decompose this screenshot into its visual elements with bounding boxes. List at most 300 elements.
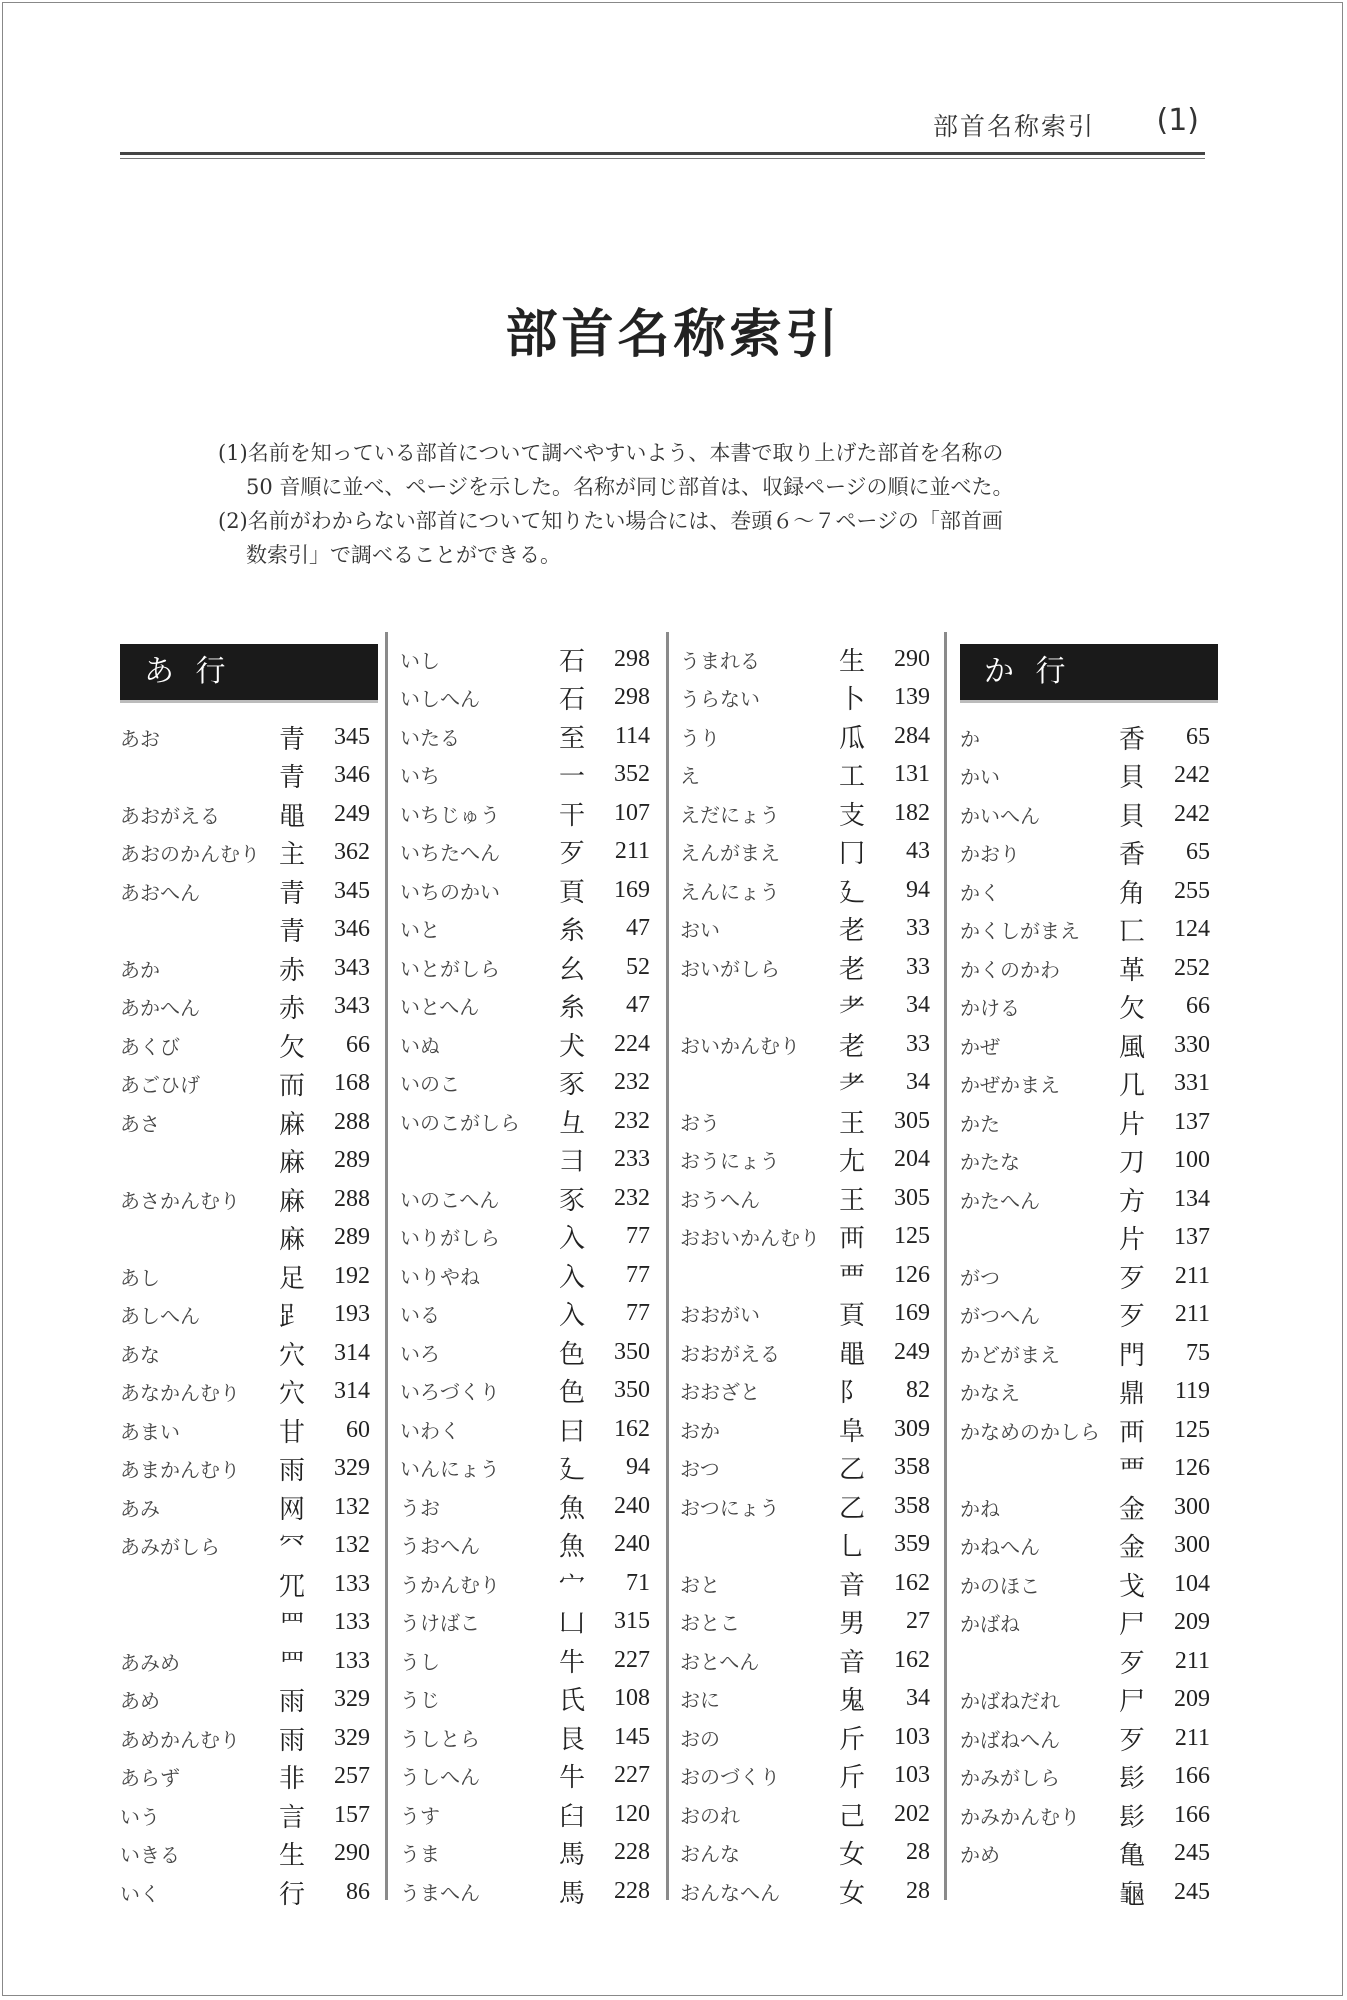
page-ref: 86 (346, 1878, 370, 1905)
page-ref: 108 (614, 1685, 650, 1712)
radical-name: あらず (120, 1766, 180, 1791)
page-ref: 137 (1174, 1108, 1210, 1135)
radical-name: かいへん (960, 803, 1040, 828)
page-ref: 232 (614, 1107, 650, 1134)
radical-name: かのほこ (960, 1573, 1040, 1598)
radical-char: 色 (558, 1378, 585, 1409)
index-entry (680, 1141, 938, 1180)
radical-char: 豕 (558, 1185, 585, 1216)
radical-name: えだにょう (680, 802, 780, 827)
radical-name: かみかんむり (960, 1804, 1080, 1829)
radical-name: がつ (960, 1265, 1000, 1290)
radical-name: いわく (400, 1418, 460, 1443)
radical-name: かたな (960, 1150, 1020, 1175)
radical-char: 片 (1118, 1225, 1145, 1256)
radical-name: いのこがしら (400, 1110, 520, 1135)
index-entry (680, 1372, 938, 1411)
radical-char: 馬 (558, 1878, 585, 1909)
radical-name: うしとら (400, 1726, 480, 1751)
page-ref: 192 (334, 1262, 370, 1289)
radical-name: あさかんむり (120, 1188, 240, 1213)
radical-name: かける (960, 996, 1020, 1021)
index-entry (960, 1373, 1218, 1412)
section-header-a-gyou: あ 行 (120, 644, 378, 700)
radical-name: いちのかい (400, 879, 500, 904)
radical-char: 瓜 (838, 723, 865, 754)
radical-name: おか (680, 1418, 720, 1443)
radical-char: 犬 (558, 1031, 585, 1062)
page-ref: 119 (1174, 1378, 1210, 1405)
radical-char: 男 (838, 1609, 865, 1640)
radical-name: いしへん (400, 687, 480, 712)
index-entry (120, 1026, 378, 1065)
index-entry (400, 756, 658, 795)
page-ref: 34 (906, 992, 930, 1019)
index-entry (120, 757, 378, 796)
page-ref: 27 (906, 1608, 930, 1635)
radical-name: うり (680, 725, 720, 750)
column-divider (666, 632, 669, 1900)
radical-name: あまかんむり (120, 1458, 240, 1483)
page-ref: 314 (334, 1378, 370, 1405)
radical-name: うす (400, 1803, 440, 1828)
radical-char: 生 (278, 1841, 305, 1872)
radical-char: 臼 (558, 1801, 585, 1832)
page-ref: 331 (1174, 1070, 1210, 1097)
radical-char: 工 (838, 762, 865, 793)
radical-name: かたへん (960, 1188, 1040, 1213)
radical-char: 貝 (1118, 801, 1145, 832)
radical-char: 宀 (558, 1570, 585, 1601)
radical-name: おつにょう (680, 1495, 780, 1520)
radical-char: 赤 (278, 955, 305, 986)
radical-char: 襾 (838, 1224, 865, 1255)
radical-name: いのこ (400, 1072, 460, 1097)
radical-name: おのづくり (680, 1765, 780, 1790)
radical-char: 角 (1118, 878, 1145, 909)
radical-char: 曰 (558, 1416, 585, 1447)
radical-char: 麻 (278, 1109, 305, 1140)
radical-char: 欠 (1118, 994, 1145, 1025)
page-ref: 94 (906, 876, 930, 903)
index-entry (120, 795, 378, 834)
radical-name: おうへん (680, 1187, 760, 1212)
radical-char: ⺴ (278, 1571, 305, 1602)
index-column-1 (120, 640, 378, 1912)
index-entry (400, 1025, 658, 1064)
index-entry (680, 833, 938, 872)
page-ref: 228 (614, 1839, 650, 1866)
index-entry (120, 1103, 378, 1142)
index-entry (400, 833, 658, 872)
radical-name: かくのかわ (960, 957, 1060, 982)
radical-name: うらない (680, 687, 760, 712)
radical-name: あおのかんむり (120, 842, 260, 867)
radical-name: いぬ (400, 1033, 440, 1058)
page-ref: 232 (614, 1069, 650, 1096)
radical-name: いりやね (400, 1264, 480, 1289)
radical-name: おいがしら (680, 956, 780, 981)
index-entry (960, 872, 1218, 911)
page-ref: 66 (1186, 993, 1210, 1020)
index-entry (960, 757, 1218, 796)
page-ref: 124 (1174, 916, 1210, 943)
radical-char: 青 (278, 763, 305, 794)
radical-char: 乙 (838, 1455, 865, 1486)
page-ref: 202 (894, 1800, 930, 1827)
radical-char: 青 (278, 724, 305, 755)
radical-name: かなめのかしら (960, 1419, 1100, 1444)
radical-char: 牛 (558, 1647, 585, 1678)
note-2-line-1: (2)名前がわからない部首について知りたい場合には、巻頭６～７ページの「部首画 (218, 509, 1003, 533)
index-entry (400, 871, 658, 910)
page-ref: 114 (614, 722, 650, 749)
radical-name: いちじゅう (400, 802, 500, 827)
radical-name: いんにょう (400, 1457, 500, 1482)
page-ref: 65 (1186, 839, 1210, 866)
index-entry (680, 1680, 938, 1719)
radical-name: いとがしら (400, 956, 500, 981)
index-entry (400, 1218, 658, 1257)
radical-name: おんな (680, 1842, 740, 1867)
radical-name: かおり (960, 842, 1020, 867)
index-entry (960, 1257, 1218, 1296)
radical-char: 歹 (558, 839, 585, 870)
radical-name: うしへん (400, 1765, 480, 1790)
index-entry (680, 1834, 938, 1873)
radical-char: 金 (1118, 1494, 1145, 1525)
radical-name: あごひげ (120, 1073, 200, 1098)
index-entry (400, 679, 658, 718)
page-ref: 209 (1174, 1686, 1210, 1713)
column-divider (385, 632, 388, 1900)
radical-name: あめ (120, 1689, 160, 1714)
radical-name: かぜかまえ (960, 1073, 1060, 1098)
page-ref: 193 (334, 1301, 370, 1328)
radical-char: 魚 (558, 1532, 585, 1563)
index-entry (960, 1450, 1218, 1489)
index-entry (960, 1796, 1218, 1835)
page-ref: 255 (1174, 877, 1210, 904)
index-entry (120, 1835, 378, 1874)
radical-name: いちたへん (400, 841, 500, 866)
radical-char: 黽 (278, 801, 305, 832)
radical-char: 歹 (1118, 1648, 1145, 1679)
page-ref: 120 (614, 1800, 650, 1827)
radical-char: 匸 (1118, 917, 1145, 948)
column-divider (944, 632, 947, 1900)
page-ref: 52 (626, 953, 650, 980)
page-ref: 211 (1174, 1724, 1210, 1751)
radical-char: 貝 (1118, 763, 1145, 794)
radical-char: 阜 (838, 1416, 865, 1447)
note-1-line-2: 50 音順に並べ、ページを示した。名称が同じ部首は、収録ページの順に並べた。 (246, 475, 1014, 499)
notes (218, 436, 1118, 572)
radical-name: いろづくり (400, 1380, 500, 1405)
page-ref: 100 (1174, 1147, 1210, 1174)
index-entry (120, 1411, 378, 1450)
radical-char: 罒 (278, 1610, 305, 1641)
index-entry (120, 1796, 378, 1835)
page-ref: 132 (334, 1493, 370, 1520)
page-ref: 358 (894, 1454, 930, 1481)
page-ref: 162 (614, 1415, 650, 1442)
page-ref: 65 (1186, 723, 1210, 750)
index-entry (680, 679, 938, 718)
page-ref: 298 (614, 645, 650, 672)
page-ref: 330 (1174, 1031, 1210, 1058)
page-ref: 309 (894, 1415, 930, 1442)
radical-char: 廴 (838, 877, 865, 908)
radical-char: 生 (838, 646, 865, 677)
radical-name: いう (120, 1804, 160, 1829)
radical-char: 音 (838, 1570, 865, 1601)
index-column-4 (960, 640, 1218, 1912)
page-ref: 352 (614, 761, 650, 788)
radical-name: かばねだれ (960, 1689, 1060, 1714)
index-entry (960, 1065, 1218, 1104)
page-ref: 346 (334, 916, 370, 943)
radical-name: あさ (120, 1111, 160, 1136)
radical-char: 甘 (278, 1417, 305, 1448)
radical-char: 麻 (278, 1148, 305, 1179)
page-ref: 290 (894, 645, 930, 672)
radical-char: 髟 (1118, 1764, 1145, 1795)
page-ref: 242 (1174, 762, 1210, 789)
note-1-line-1: (1)名前を知っている部首について調べやすいよう、本書で取り上げた部首を名称の (218, 441, 1004, 465)
page-ref: 227 (614, 1762, 650, 1789)
page-ref: 126 (1174, 1455, 1210, 1482)
index-entry (680, 1295, 938, 1334)
index-entry (120, 1296, 378, 1335)
page-ref: 211 (614, 838, 650, 865)
radical-name: いる (400, 1303, 440, 1328)
section-header-ka-gyou: か 行 (960, 644, 1218, 700)
index-entry (960, 1180, 1218, 1219)
radical-name: いろ (400, 1341, 440, 1366)
radical-char: 魚 (558, 1493, 585, 1524)
radical-name: かくしがまえ (960, 919, 1080, 944)
radical-name: かい (960, 765, 1000, 790)
radical-name: おつ (680, 1457, 720, 1482)
radical-name: おとこ (680, 1611, 740, 1636)
page-title: 部首名称索引 (505, 304, 842, 365)
page-ref: 350 (614, 1377, 650, 1404)
radical-name: あみめ (120, 1650, 180, 1675)
radical-name: うし (400, 1649, 440, 1674)
page-ref: 139 (894, 684, 930, 711)
index-column-2 (400, 640, 658, 1911)
radical-char: 麻 (278, 1225, 305, 1256)
radical-name: かぜ (960, 1034, 1000, 1059)
index-entry (680, 1179, 938, 1218)
index-entry (400, 794, 658, 833)
radical-char: 老 (838, 1031, 865, 1062)
index-entry (680, 1718, 938, 1757)
radical-char: 至 (558, 723, 585, 754)
page-ref: 33 (906, 953, 930, 980)
index-entry (960, 1103, 1218, 1142)
index-entry (680, 1757, 938, 1796)
radical-char: 入 (558, 1301, 585, 1332)
radical-name: おの (680, 1726, 720, 1751)
page-ref: 133 (334, 1609, 370, 1636)
index-entry (400, 910, 658, 949)
radical-name: おい (680, 918, 720, 943)
radical-name: おう (680, 1110, 720, 1135)
page-ref: 33 (906, 915, 930, 942)
radical-char: 歹 (1118, 1725, 1145, 1756)
radical-name: か (960, 726, 980, 751)
radical-char: 非 (278, 1764, 305, 1795)
index-entry (120, 988, 378, 1027)
index-entry (680, 1641, 938, 1680)
index-entry (960, 834, 1218, 873)
index-entry (400, 640, 658, 679)
radical-char: 頁 (558, 877, 585, 908)
index-entry (120, 1565, 378, 1604)
page-ref: 34 (906, 1069, 930, 1096)
radical-char: 歹 (1118, 1263, 1145, 1294)
index-entry (680, 1487, 938, 1526)
radical-name: あまい (120, 1419, 180, 1444)
index-entry (680, 1064, 938, 1103)
radical-char: 尸 (1118, 1610, 1145, 1641)
index-entry (960, 1873, 1218, 1912)
radical-name: おのれ (680, 1803, 740, 1828)
radical-name: いとへん (400, 995, 480, 1020)
radical-name: うじ (400, 1688, 440, 1713)
index-column-3 (680, 640, 938, 1911)
page-ref: 77 (626, 1261, 650, 1288)
page-ref: 240 (614, 1492, 650, 1519)
page-ref: 162 (894, 1646, 930, 1673)
radical-char: 己 (838, 1801, 865, 1832)
radical-name: うま (400, 1842, 440, 1867)
radical-char: 赤 (278, 994, 305, 1025)
page-ref: 359 (894, 1531, 930, 1558)
page-ref: 232 (614, 1184, 650, 1211)
radical-name: かねへん (960, 1535, 1040, 1560)
radical-char: 入 (558, 1262, 585, 1293)
radical-char: 鼎 (1118, 1379, 1145, 1410)
page-ref: 157 (334, 1801, 370, 1828)
radical-char: 斤 (838, 1724, 865, 1755)
radical-char: 襾 (1118, 1417, 1145, 1448)
index-entry (680, 1795, 938, 1834)
index-entry (960, 949, 1218, 988)
page-ref: 245 (1174, 1878, 1210, 1905)
index-entry (960, 1565, 1218, 1604)
page-ref: 47 (626, 915, 650, 942)
page-ref: 107 (614, 799, 650, 826)
page-ref: 242 (1174, 800, 1210, 827)
page-ref: 228 (614, 1877, 650, 1904)
index-entry (960, 1411, 1218, 1450)
radical-name: うまへん (400, 1880, 480, 1905)
page-ref: 132 (334, 1532, 370, 1559)
radical-char: 穴 (278, 1340, 305, 1371)
page-ref: 343 (334, 954, 370, 981)
page-ref: 77 (626, 1223, 650, 1250)
radical-name: おおいかんむり (680, 1226, 820, 1251)
index-entry (120, 1219, 378, 1258)
radical-name: うかんむり (400, 1572, 500, 1597)
index-entry (680, 1872, 938, 1911)
radical-name: かた (960, 1111, 1000, 1136)
radical-char: ⺳ (278, 1533, 305, 1564)
page-ref: 166 (1174, 1801, 1210, 1828)
index-entry (120, 1334, 378, 1373)
radical-name: がつへん (960, 1304, 1040, 1329)
page-ref: 33 (906, 1030, 930, 1057)
radical-char: 凵 (558, 1609, 585, 1640)
radical-name: うけばこ (400, 1611, 480, 1636)
radical-name: うお (400, 1495, 440, 1520)
page-ref: 60 (346, 1416, 370, 1443)
page-number: (1) (1156, 103, 1199, 138)
radical-char: 卜 (838, 685, 865, 716)
radical-char: 青 (278, 917, 305, 948)
radical-char: 香 (1118, 840, 1145, 871)
index-entry (960, 1488, 1218, 1527)
index-entry (400, 1718, 658, 1757)
index-entry (400, 1603, 658, 1642)
radical-char: 香 (1118, 724, 1145, 755)
radical-char: 足 (278, 1263, 305, 1294)
radical-char: 斤 (838, 1763, 865, 1794)
page-ref: 204 (894, 1146, 930, 1173)
page-ref: 345 (334, 877, 370, 904)
index-entry (120, 872, 378, 911)
radical-char: 支 (838, 800, 865, 831)
radical-name: おとへん (680, 1649, 760, 1674)
radical-name: おおがえる (680, 1341, 780, 1366)
radical-char: 馬 (558, 1840, 585, 1871)
radical-char: 覀 (1118, 1456, 1145, 1487)
page-ref: 350 (614, 1338, 650, 1365)
index-entry (400, 987, 658, 1026)
page-ref: 346 (334, 762, 370, 789)
radical-char: 耂 (838, 1070, 865, 1101)
index-entry (400, 1372, 658, 1411)
page-ref: 300 (1174, 1493, 1210, 1520)
radical-name: かね (960, 1496, 1000, 1521)
index-entry (120, 1642, 378, 1681)
radical-name: いたる (400, 725, 460, 750)
page-ref: 329 (334, 1455, 370, 1482)
page-ref: 224 (614, 1030, 650, 1057)
index-entry (400, 1795, 658, 1834)
radical-name: おうにょう (680, 1149, 780, 1174)
radical-char: 王 (838, 1108, 865, 1139)
index-entry (400, 1564, 658, 1603)
index-entry (120, 1257, 378, 1296)
radical-char: 穴 (278, 1379, 305, 1410)
radical-char: 王 (838, 1185, 865, 1216)
page-ref: 66 (346, 1031, 370, 1058)
radical-name: えんにょう (680, 879, 780, 904)
radical-char: 龜 (1118, 1879, 1145, 1910)
page-ref: 103 (894, 1762, 930, 1789)
radical-name: あしへん (120, 1304, 200, 1329)
page-ref: 34 (906, 1685, 930, 1712)
index-entry (680, 948, 938, 987)
page-ref: 227 (614, 1646, 650, 1673)
page-ref: 134 (1174, 1185, 1210, 1212)
radical-name: かばね (960, 1612, 1020, 1637)
index-entry (680, 1526, 938, 1565)
